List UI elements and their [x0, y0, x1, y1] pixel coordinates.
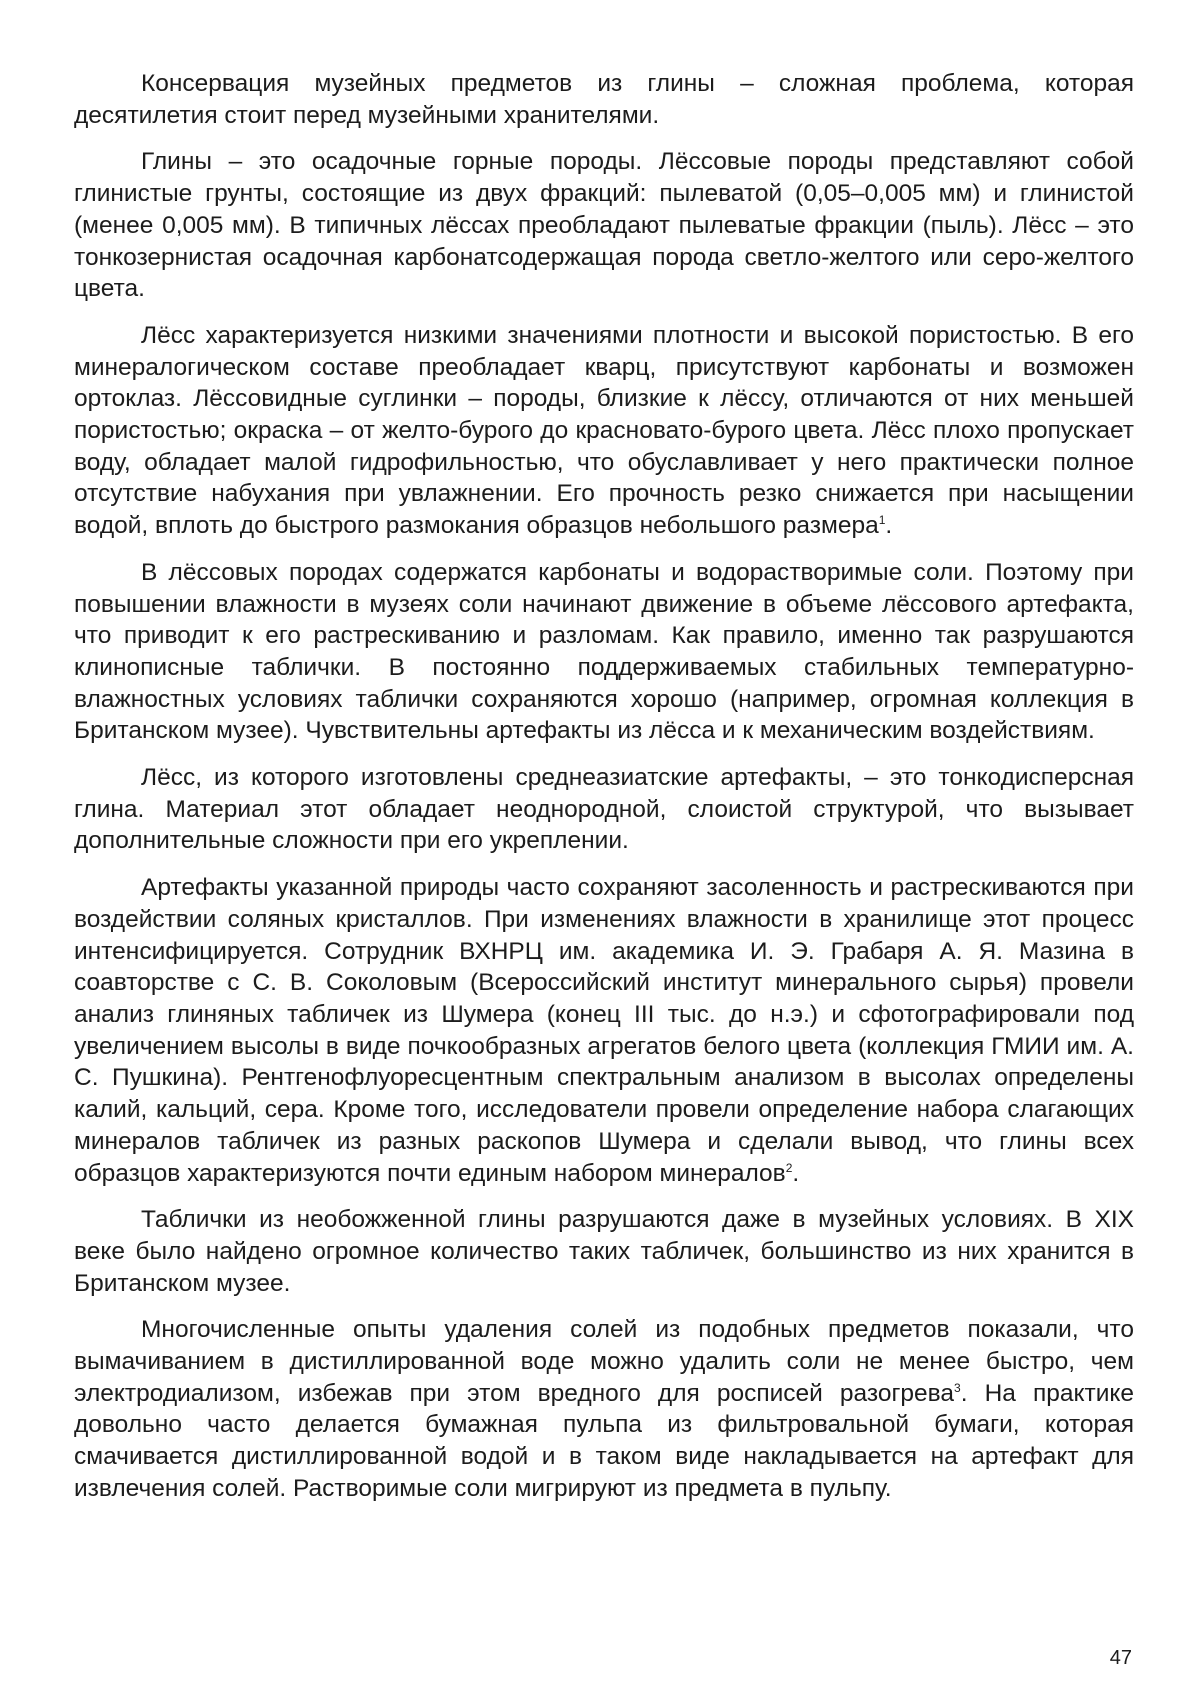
paragraph-5 — [74, 762, 1134, 857]
paragraph-5-text: Лёсс, из которого изготовлены среднеазиатские артефакты, – это тонкодисперсная глина. Материал этот обладает неоднородной, слоистой структурой, что вызывает дополнительные сложности при его укреплении. — [74, 764, 1134, 855]
paragraph-1 — [74, 68, 1134, 131]
footnote-ref-1[interactable]: 1 — [878, 513, 886, 528]
paragraph-6-tail: . — [792, 1159, 800, 1187]
paragraph-1-text: Консервация музейных предметов из глины – сложная проблема, которая десятилетия стоит перед музейными хранителями. — [74, 70, 1134, 129]
paragraph-6 — [74, 872, 1134, 1189]
page-number: 47 — [1109, 1647, 1132, 1669]
paragraph-3 — [74, 320, 1134, 542]
paragraph-6-text: Артефакты указанной природы часто сохраняют засоленность и растрескиваются при воздействии соляных кристаллов. При изменениях влажности в хранилище этот процесс интенсифицируется. Сотрудник ВХНРЦ им. академика И. Э. Грабаря А. Я. Мазина в соавторстве с С. В. Соколовым (Всероссийский институт минерального сырья) провели анализ глиняных табличек из Шумера (конец III тыс. до н.э.) и сфотографировали под увеличением высолы в виде почкообразных агрегатов белого цвета (коллекция ГМИИ им. А. С. Пушкина). Рентгенофлуоресцентным спектральным анализом в высолах определены калий, кальций, сера. Кроме того, исследователи провели определение набора слагающих минералов табличек из разных раскопов Шумера и сделали вывод, что глины всех образцов характеризуются почти единым набором минералов — [74, 874, 1134, 1187]
paragraph-7 — [74, 1204, 1134, 1299]
paragraph-4 — [74, 557, 1134, 747]
paragraph-8-text: Многочисленные опыты удаления солей из подобных предметов показали, что вымачиванием в дистиллированной воде можно удалить соли не менее быстро, чем электродиализом, избежав при этом вредного для росписей разогрева — [74, 1316, 1134, 1407]
footnote-ref-3[interactable]: 3 — [954, 1380, 961, 1395]
paragraph-2 — [74, 146, 1134, 305]
page-body — [74, 68, 1134, 1520]
paragraph-4-text: В лёссовых породах содержатся карбонаты и водорастворимые соли. Поэтому при повышении влажности в музеях соли начинают движение в объеме лёссового артефакта, что приводит к его растрескиванию и разломам. Как правило, именно так разрушаются клинописные таблички. В постоянно поддерживаемых стабильных температурно-влажностных условиях таблички сохраняются хорошо (например, огромная коллекция в Британском музее). Чувствительны артефакты из лёсса и к механическим воздействиям. — [74, 558, 1134, 745]
paragraph-3-tail: . — [885, 512, 893, 540]
paragraph-8-tail: . На практике довольно часто делается бумажная пульпа из фильтровальной бумаги, которая смачивается дистиллированной водой и в таком виде накладывается на артефакт для извлечения солей. Растворимые соли мигрируют из предмета в пульпу. — [74, 1379, 1134, 1502]
paragraph-3-text: Лёсс характеризуется низкими значениями плотности и высокой пористостью. В его минералогическом составе преобладает кварц, присутствуют карбонаты и возможен ортоклаз. Лёссовидные суглинки – породы, близкие к лёссу, отличаются от них меньшей пористостью; окраска – от желто-бурого до красновато-бурого цвета. Лёсс плохо пропускает воду, обладает малой гидрофильностью, что обуславливает у него практически полное отсутствие набухания при увлажнении. Его прочность резко снижается при насыщении водой, вплоть до быстрого размокания образцов небольшого размера — [74, 321, 1134, 540]
paragraph-2-text: Глины – это осадочные горные породы. Лёссовые породы представляют собой глинистые грунты, состоящие из двух фракций: пылеватой (0,05–0,005 мм) и глинистой (менее 0,005 мм). В типичных лёссах преобладают пылеватые фракции (пыль). Лёсс – это тонкозернистая осадочная карбонатсодержащая порода светло-желтого или серо-желтого цвета. — [74, 148, 1134, 303]
footnote-ref-2[interactable]: 2 — [785, 1160, 793, 1175]
paragraph-8 — [74, 1314, 1134, 1504]
paragraph-7-text: Таблички из необожженной глины разрушаются даже в музейных условиях. В XIX веке было найдено огромное количество таких табличек, большинство из них хранится в Британском музее. — [74, 1206, 1134, 1297]
